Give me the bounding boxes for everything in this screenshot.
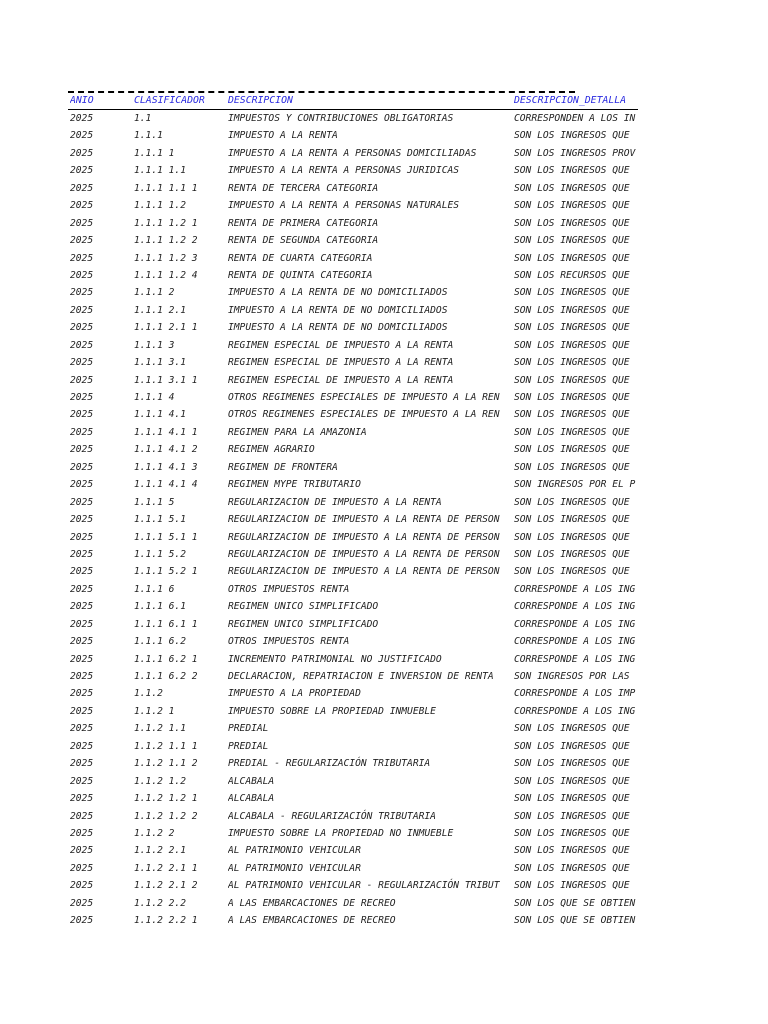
table-row bbox=[68, 842, 638, 859]
cell-clasificador: 1.1.2 bbox=[134, 688, 163, 700]
cell-clasificador: 1.1.2 1.1 1 bbox=[134, 740, 198, 752]
table-row bbox=[68, 598, 638, 615]
cell-anio: 2025 bbox=[70, 845, 94, 857]
cell-clasificador: 1.1.1 2 bbox=[134, 287, 175, 299]
cell-anio: 2025 bbox=[70, 147, 94, 159]
cell-anio: 2025 bbox=[70, 217, 94, 229]
table-row bbox=[68, 215, 638, 232]
cell-clasificador: 1.1.2 2.2 bbox=[134, 897, 186, 909]
cell-descripcion-detalle: SON LOS INGRESOS QUE bbox=[514, 444, 630, 456]
table-body bbox=[68, 110, 638, 930]
cell-anio: 2025 bbox=[70, 269, 94, 281]
cell-clasificador: 1.1.2 1.2 2 bbox=[134, 810, 198, 822]
cell-anio: 2025 bbox=[70, 357, 94, 369]
cell-descripcion-detalle: SON LOS INGRESOS QUE bbox=[514, 775, 630, 787]
cell-anio: 2025 bbox=[70, 897, 94, 909]
cell-descripcion: OTROS REGIMENES ESPECIALES DE IMPUESTO A LA REN bbox=[228, 409, 500, 421]
cell-descripcion: REGIMEN ESPECIAL DE IMPUESTO A LA RENTA bbox=[228, 357, 454, 369]
cell-clasificador: 1.1.1 4.1 2 bbox=[134, 444, 198, 456]
cell-clasificador: 1.1.1 3 bbox=[134, 339, 175, 351]
cell-clasificador: 1.1.1 1.2 1 bbox=[134, 217, 198, 229]
cell-clasificador: 1.1.1 1.2 bbox=[134, 200, 186, 212]
table-row bbox=[68, 110, 638, 127]
cell-descripcion: A LAS EMBARCACIONES DE RECREO bbox=[228, 915, 396, 927]
table-row bbox=[68, 581, 638, 598]
cell-anio: 2025 bbox=[70, 653, 94, 665]
cell-descripcion-detalle: SON LOS INGRESOS QUE bbox=[514, 810, 630, 822]
cell-descripcion: REGIMEN PARA LA AMAZONIA bbox=[228, 426, 367, 438]
cell-descripcion: PREDIAL bbox=[228, 740, 269, 752]
table-row bbox=[68, 668, 638, 685]
table-row bbox=[68, 616, 638, 633]
cell-descripcion: PREDIAL - REGULARIZACIÓN TRIBUTARIA bbox=[228, 758, 431, 770]
cell-clasificador: 1.1.1 5.1 1 bbox=[134, 531, 198, 543]
cell-anio: 2025 bbox=[70, 461, 94, 473]
cell-descripcion-detalle: SON LOS INGRESOS QUE bbox=[514, 130, 630, 142]
table-row bbox=[68, 755, 638, 772]
cell-descripcion: REGIMEN ESPECIAL DE IMPUESTO A LA RENTA bbox=[228, 374, 454, 386]
table-row bbox=[68, 877, 638, 894]
cell-descripcion-detalle: CORRESPONDEN A LOS IN bbox=[514, 113, 636, 124]
cell-clasificador: 1.1.1 2.1 1 bbox=[134, 322, 198, 334]
cell-descripcion: AL PATRIMONIO VEHICULAR - REGULARIZACIÓN TRIBUT bbox=[228, 880, 500, 892]
cell-anio: 2025 bbox=[70, 862, 94, 874]
cell-descripcion: IMPUESTO A LA PROPIEDAD bbox=[228, 688, 361, 700]
cell-descripcion: REGIMEN UNICO SIMPLIFICADO bbox=[228, 618, 379, 630]
cell-clasificador: 1.1.1 6.2 bbox=[134, 636, 186, 648]
cell-descripcion-detalle: SON LOS INGRESOS QUE bbox=[514, 845, 630, 857]
cell-anio: 2025 bbox=[70, 531, 94, 543]
cell-descripcion: AL PATRIMONIO VEHICULAR bbox=[228, 845, 361, 857]
cell-descripcion: IMPUESTO A LA RENTA DE NO DOMICILIADOS bbox=[228, 304, 448, 316]
table-row bbox=[68, 406, 638, 423]
cell-anio: 2025 bbox=[70, 601, 94, 613]
cell-clasificador: 1.1.2 2.2 1 bbox=[134, 915, 198, 927]
table-row bbox=[68, 546, 638, 563]
cell-clasificador: 1.1.1 6 bbox=[134, 583, 175, 595]
cell-clasificador: 1.1.2 1.1 bbox=[134, 723, 186, 735]
cell-clasificador: 1.1.1 6.1 1 bbox=[134, 618, 198, 630]
cell-anio: 2025 bbox=[70, 915, 94, 927]
table-row bbox=[68, 441, 638, 458]
table-row bbox=[68, 476, 638, 493]
cell-anio: 2025 bbox=[70, 339, 94, 351]
cell-anio: 2025 bbox=[70, 392, 94, 403]
cell-descripcion-detalle: SON LOS INGRESOS QUE bbox=[514, 357, 630, 369]
cell-descripcion-detalle: SON LOS INGRESOS QUE bbox=[514, 827, 630, 839]
table-row bbox=[68, 563, 638, 580]
cell-anio: 2025 bbox=[70, 810, 94, 822]
cell-descripcion-detalle: SON LOS INGRESOS QUE bbox=[514, 182, 630, 194]
cell-descripcion: REGIMEN MYPE TRIBUTARIO bbox=[228, 479, 361, 491]
cell-descripcion-detalle: SON LOS INGRESOS QUE bbox=[514, 200, 630, 212]
cell-clasificador: 1.1.1 4.1 3 bbox=[134, 461, 198, 473]
cell-descripcion: ALCABALA bbox=[228, 793, 275, 805]
cell-descripcion: REGIMEN DE FRONTERA bbox=[228, 461, 338, 473]
table-row bbox=[68, 145, 638, 162]
cell-descripcion: OTROS IMPUESTOS RENTA bbox=[228, 583, 350, 595]
cell-descripcion-detalle: SON LOS INGRESOS QUE bbox=[514, 496, 630, 508]
cell-descripcion-detalle: SON LOS INGRESOS QUE bbox=[514, 723, 630, 735]
cell-descripcion-detalle: SON LOS INGRESOS QUE bbox=[514, 426, 630, 438]
table-row bbox=[68, 180, 638, 197]
table-row bbox=[68, 651, 638, 668]
table-row bbox=[68, 685, 638, 702]
cell-anio: 2025 bbox=[70, 793, 94, 805]
cell-anio: 2025 bbox=[70, 671, 94, 682]
table-row bbox=[68, 284, 638, 301]
cell-descripcion: IMPUESTO SOBRE LA PROPIEDAD NO INMUEBLE bbox=[228, 827, 454, 839]
cell-descripcion-detalle: CORRESPONDE A LOS ING bbox=[514, 583, 636, 595]
cell-descripcion-detalle: SON LOS INGRESOS QUE bbox=[514, 339, 630, 351]
cell-descripcion-detalle: SON LOS INGRESOS QUE bbox=[514, 880, 630, 892]
table-row bbox=[68, 912, 638, 929]
cell-descripcion-detalle: SON LOS INGRESOS QUE bbox=[514, 514, 630, 526]
cell-anio: 2025 bbox=[70, 723, 94, 735]
cell-clasificador: 1.1.1 4.1 1 bbox=[134, 426, 198, 438]
table-row bbox=[68, 354, 638, 371]
cell-anio: 2025 bbox=[70, 252, 94, 264]
cell-descripcion-detalle: CORRESPONDE A LOS ING bbox=[514, 601, 636, 613]
cell-anio: 2025 bbox=[70, 705, 94, 717]
cell-descripcion-detalle: SON LOS INGRESOS QUE bbox=[514, 287, 630, 299]
table-row bbox=[68, 459, 638, 476]
cell-descripcion: IMPUESTO A LA RENTA A PERSONAS DOMICILIADAS bbox=[228, 147, 477, 159]
cell-descripcion-detalle: SON LOS INGRESOS QUE bbox=[514, 548, 630, 560]
cell-anio: 2025 bbox=[70, 496, 94, 508]
cell-anio: 2025 bbox=[70, 444, 94, 456]
cell-clasificador: 1.1.1 2.1 bbox=[134, 304, 186, 316]
table-row bbox=[68, 738, 638, 755]
cell-clasificador: 1.1.1 5.2 1 bbox=[134, 566, 198, 578]
cell-clasificador: 1.1.2 1.2 1 bbox=[134, 793, 198, 805]
table-row bbox=[68, 250, 638, 267]
cell-anio: 2025 bbox=[70, 758, 94, 770]
cell-descripcion-detalle: CORRESPONDE A LOS ING bbox=[514, 636, 636, 648]
cell-clasificador: 1.1.2 2 bbox=[134, 827, 175, 839]
cell-descripcion: REGULARIZACION DE IMPUESTO A LA RENTA DE PERSON bbox=[228, 514, 500, 526]
cell-clasificador: 1.1.1 6.2 2 bbox=[134, 671, 198, 682]
cell-clasificador: 1.1.1 1.2 3 bbox=[134, 252, 198, 264]
table-row bbox=[68, 232, 638, 249]
cell-anio: 2025 bbox=[70, 409, 94, 421]
table-row bbox=[68, 773, 638, 790]
cell-descripcion: REGIMEN UNICO SIMPLIFICADO bbox=[228, 601, 379, 613]
table-row bbox=[68, 424, 638, 441]
header-descripcion: DESCRIPCION bbox=[228, 95, 293, 106]
table-row bbox=[68, 267, 638, 284]
table-row bbox=[68, 703, 638, 720]
cell-descripcion-detalle: SON LOS INGRESOS QUE bbox=[514, 252, 630, 264]
table-row bbox=[68, 720, 638, 737]
table-row bbox=[68, 197, 638, 214]
cell-anio: 2025 bbox=[70, 583, 94, 595]
table-row bbox=[68, 808, 638, 825]
cell-anio: 2025 bbox=[70, 287, 94, 299]
table-row bbox=[68, 825, 638, 842]
cell-descripcion: IMPUESTOS Y CONTRIBUCIONES OBLIGATORIAS bbox=[228, 113, 454, 124]
cell-anio: 2025 bbox=[70, 740, 94, 752]
cell-descripcion: IMPUESTO A LA RENTA A PERSONAS JURIDICAS bbox=[228, 165, 460, 177]
cell-descripcion: OTROS IMPUESTOS RENTA bbox=[228, 636, 350, 648]
table-row bbox=[68, 511, 638, 528]
table-row bbox=[68, 162, 638, 179]
cell-anio: 2025 bbox=[70, 165, 94, 177]
cell-descripcion-detalle: SON LOS INGRESOS QUE bbox=[514, 409, 630, 421]
cell-clasificador: 1.1.1 6.1 bbox=[134, 601, 186, 613]
cell-descripcion: DECLARACION, REPATRIACION E INVERSION DE RENTA bbox=[228, 671, 494, 682]
header-clasificador: CLASIFICADOR bbox=[134, 95, 205, 106]
table-row bbox=[68, 372, 638, 389]
header-anio: ANIO bbox=[70, 95, 94, 106]
cell-descripcion: REGULARIZACION DE IMPUESTO A LA RENTA DE PERSON bbox=[228, 548, 500, 560]
cell-descripcion-detalle: SON LOS INGRESOS QUE bbox=[514, 165, 630, 177]
cell-clasificador: 1.1.1 3.1 1 bbox=[134, 374, 198, 386]
cell-clasificador: 1.1.2 2.1 2 bbox=[134, 880, 198, 892]
cell-descripcion-detalle: SON LOS INGRESOS QUE bbox=[514, 758, 630, 770]
cell-clasificador: 1.1.1 1 bbox=[134, 147, 175, 159]
cell-anio: 2025 bbox=[70, 113, 94, 124]
table-row bbox=[68, 790, 638, 807]
cell-clasificador: 1.1.1 5 bbox=[134, 496, 175, 508]
cell-descripcion-detalle: SON INGRESOS POR EL P bbox=[514, 479, 636, 491]
table-row bbox=[68, 895, 638, 912]
cell-anio: 2025 bbox=[70, 618, 94, 630]
table-row bbox=[68, 127, 638, 144]
cell-descripcion-detalle: CORRESPONDE A LOS ING bbox=[514, 618, 636, 630]
cell-clasificador: 1.1.1 1.2 2 bbox=[134, 235, 198, 247]
cell-descripcion-detalle: SON LOS QUE SE OBTIEN bbox=[514, 897, 636, 909]
cell-descripcion: OTROS REGIMENES ESPECIALES DE IMPUESTO A LA REN bbox=[228, 392, 500, 403]
cell-descripcion-detalle: SON LOS INGRESOS QUE bbox=[514, 862, 630, 874]
cell-anio: 2025 bbox=[70, 182, 94, 194]
cell-clasificador: 1.1.1 4.1 bbox=[134, 409, 186, 421]
cell-descripcion: ALCABALA - REGULARIZACIÓN TRIBUTARIA bbox=[228, 810, 436, 822]
cell-descripcion-detalle: SON LOS INGRESOS QUE bbox=[514, 566, 630, 578]
cell-clasificador: 1.1.2 1.2 bbox=[134, 775, 186, 787]
cell-descripcion: REGULARIZACION DE IMPUESTO A LA RENTA DE PERSON bbox=[228, 566, 500, 578]
cell-anio: 2025 bbox=[70, 322, 94, 334]
cell-descripcion: RENTA DE TERCERA CATEGORIA bbox=[228, 182, 379, 194]
cell-clasificador: 1.1.1 bbox=[134, 130, 163, 142]
cell-descripcion: REGIMEN AGRARIO bbox=[228, 444, 315, 456]
table-row bbox=[68, 337, 638, 354]
table-row bbox=[68, 389, 638, 406]
cell-clasificador: 1.1.1 5.1 bbox=[134, 514, 186, 526]
dashed-divider bbox=[68, 91, 575, 93]
cell-descripcion: REGULARIZACION DE IMPUESTO A LA RENTA bbox=[228, 496, 442, 508]
cell-anio: 2025 bbox=[70, 566, 94, 578]
cell-descripcion: IMPUESTO A LA RENTA A PERSONAS NATURALES bbox=[228, 200, 460, 212]
cell-descripcion-detalle: SON LOS INGRESOS QUE bbox=[514, 793, 630, 805]
cell-descripcion-detalle: SON LOS INGRESOS QUE bbox=[514, 217, 630, 229]
cell-anio: 2025 bbox=[70, 548, 94, 560]
cell-descripcion: RENTA DE PRIMERA CATEGORIA bbox=[228, 217, 379, 229]
table-row bbox=[68, 319, 638, 336]
cell-descripcion: RENTA DE SEGUNDA CATEGORIA bbox=[228, 235, 379, 247]
cell-clasificador: 1.1.2 2.1 bbox=[134, 845, 186, 857]
classifier-table bbox=[68, 94, 638, 930]
cell-descripcion-detalle: SON LOS INGRESOS QUE bbox=[514, 392, 630, 403]
cell-descripcion-detalle: SON LOS INGRESOS QUE bbox=[514, 322, 630, 334]
cell-clasificador: 1.1.1 1.1 1 bbox=[134, 182, 198, 194]
cell-descripcion: REGIMEN ESPECIAL DE IMPUESTO A LA RENTA bbox=[228, 339, 454, 351]
cell-descripcion-detalle: CORRESPONDE A LOS ING bbox=[514, 705, 636, 717]
cell-descripcion-detalle: CORRESPONDE A LOS IMP bbox=[514, 688, 636, 700]
cell-anio: 2025 bbox=[70, 426, 94, 438]
cell-descripcion-detalle: SON LOS QUE SE OBTIEN bbox=[514, 915, 636, 927]
cell-descripcion: RENTA DE QUINTA CATEGORIA bbox=[228, 269, 373, 281]
cell-anio: 2025 bbox=[70, 130, 94, 142]
cell-clasificador: 1.1.2 1 bbox=[134, 705, 175, 717]
cell-descripcion: PREDIAL bbox=[228, 723, 269, 735]
cell-clasificador: 1.1 bbox=[134, 113, 152, 124]
cell-descripcion-detalle: SON LOS INGRESOS PROV bbox=[514, 147, 636, 159]
cell-anio: 2025 bbox=[70, 775, 94, 787]
cell-clasificador: 1.1.2 1.1 2 bbox=[134, 758, 198, 770]
cell-descripcion-detalle: SON LOS INGRESOS QUE bbox=[514, 531, 630, 543]
cell-descripcion-detalle: SON LOS INGRESOS QUE bbox=[514, 740, 630, 752]
cell-clasificador: 1.1.1 6.2 1 bbox=[134, 653, 198, 665]
cell-anio: 2025 bbox=[70, 374, 94, 386]
table-header bbox=[68, 94, 638, 110]
cell-descripcion-detalle: SON LOS INGRESOS QUE bbox=[514, 304, 630, 316]
cell-descripcion: ALCABALA bbox=[228, 775, 275, 787]
table-row bbox=[68, 860, 638, 877]
cell-anio: 2025 bbox=[70, 636, 94, 648]
cell-anio: 2025 bbox=[70, 827, 94, 839]
cell-anio: 2025 bbox=[70, 880, 94, 892]
cell-descripcion: IMPUESTO SOBRE LA PROPIEDAD INMUEBLE bbox=[228, 705, 436, 717]
cell-descripcion-detalle: SON LOS INGRESOS QUE bbox=[514, 374, 630, 386]
table-row bbox=[68, 302, 638, 319]
cell-descripcion: IMPUESTO A LA RENTA bbox=[228, 130, 338, 142]
cell-clasificador: 1.1.1 1.2 4 bbox=[134, 269, 198, 281]
cell-descripcion-detalle: CORRESPONDE A LOS ING bbox=[514, 653, 636, 665]
cell-descripcion-detalle: SON LOS INGRESOS QUE bbox=[514, 461, 630, 473]
cell-descripcion: IMPUESTO A LA RENTA DE NO DOMICILIADOS bbox=[228, 287, 448, 299]
cell-clasificador: 1.1.1 3.1 bbox=[134, 357, 186, 369]
cell-descripcion: REGULARIZACION DE IMPUESTO A LA RENTA DE PERSON bbox=[228, 531, 500, 543]
cell-descripcion-detalle: SON LOS INGRESOS QUE bbox=[514, 235, 630, 247]
table-row bbox=[68, 529, 638, 546]
table-row bbox=[68, 633, 638, 650]
cell-clasificador: 1.1.1 4.1 4 bbox=[134, 479, 198, 491]
cell-anio: 2025 bbox=[70, 304, 94, 316]
cell-clasificador: 1.1.1 5.2 bbox=[134, 548, 186, 560]
cell-descripcion-detalle: SON LOS RECURSOS QUE bbox=[514, 269, 630, 281]
cell-descripcion: INCREMENTO PATRIMONIAL NO JUSTIFICADO bbox=[228, 653, 442, 665]
cell-descripcion: IMPUESTO A LA RENTA DE NO DOMICILIADOS bbox=[228, 322, 448, 334]
cell-anio: 2025 bbox=[70, 235, 94, 247]
cell-descripcion: AL PATRIMONIO VEHICULAR bbox=[228, 862, 361, 874]
cell-clasificador: 1.1.2 2.1 1 bbox=[134, 862, 198, 874]
cell-descripcion: RENTA DE CUARTA CATEGORIA bbox=[228, 252, 373, 264]
cell-descripcion-detalle: SON INGRESOS POR LAS bbox=[514, 671, 630, 682]
cell-anio: 2025 bbox=[70, 688, 94, 700]
cell-anio: 2025 bbox=[70, 514, 94, 526]
table-row bbox=[68, 494, 638, 511]
cell-anio: 2025 bbox=[70, 479, 94, 491]
cell-clasificador: 1.1.1 1.1 bbox=[134, 165, 186, 177]
cell-anio: 2025 bbox=[70, 200, 94, 212]
header-descripcion-detalle: DESCRIPCION_DETALLA bbox=[514, 95, 627, 106]
cell-clasificador: 1.1.1 4 bbox=[134, 392, 175, 403]
cell-descripcion: A LAS EMBARCACIONES DE RECREO bbox=[228, 897, 396, 909]
